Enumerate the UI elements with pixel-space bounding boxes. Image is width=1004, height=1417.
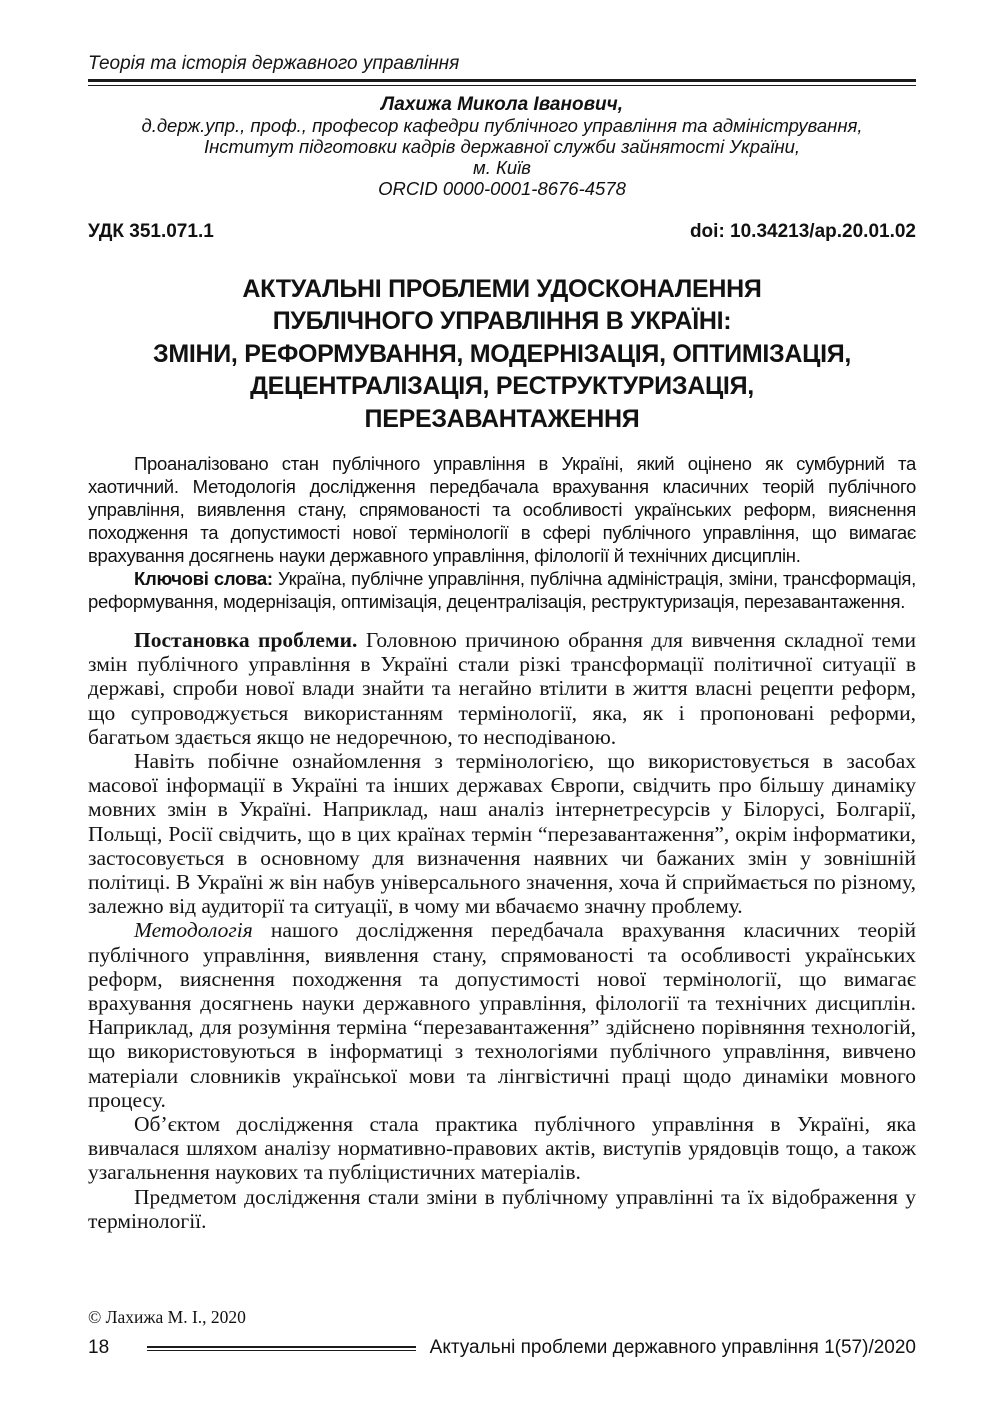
article-title-line: ДЕЦЕНТРАЛІЗАЦІЯ, РЕСТРУКТУРИЗАЦІЯ, [250, 372, 754, 400]
udc-doi-row [88, 221, 916, 243]
udc-code: УДК 351.071.1 [88, 220, 214, 242]
author-block [88, 94, 916, 199]
author-affiliation-line2: Інститут підготовки кадрів державної служби зайнятості України, [203, 135, 801, 157]
author-name: Лахижа Микола Іванович, [380, 93, 624, 115]
paragraph-1-lead: Постановка проблеми. [134, 628, 358, 652]
article-title-line: АКТУАЛЬНІ ПРОБЛЕМИ УДОСКОНАЛЕННЯ [242, 274, 762, 303]
paragraph-1-text: Головною причиною обрання для вивчення складної теми змін публічного управління в Україні стали різкі трансформації політичної ситуації в державі, спроби нової влади знайти та негайно втілити в життя власні рецепти реформ, що супроводжується використанням термінології, яка, як і пропоновані реформи, багатьом здається якщо не недоречною, то несподіваною. [88, 628, 916, 749]
author-affiliation-line1: д.держ.упр., проф., професор кафедри публічного управління та адміністрування, [141, 114, 863, 136]
keywords-paragraph [88, 567, 916, 613]
author-city: м. Київ [473, 156, 531, 178]
body-paragraph-1 [88, 628, 916, 749]
page-number: 18 [88, 1337, 110, 1358]
abstract-block [88, 452, 916, 613]
keywords-label: Ключові слова: [134, 568, 273, 589]
paragraph-3-text: нашого дослідження передбачала врахування класичних теорій публічного управління, виявлення стану, спрямованості та особливості українських реформ, вияснення походження та допустимості нової термінології, що вимагає врахування досягнень науки державного управління, філології та технічних дисциплін. Наприклад, для розуміння терміна “перезавантаження” здійснено порівняння технологій, що використовуються в інформатиці з технологіями публічного управління, вивчено матеріали словників української мови та лінгвістичні праці щодо динаміки мовного процесу. [88, 918, 916, 1112]
paragraph-3-lead: Методологія [134, 918, 253, 943]
running-head: Теорія та історія державного управління [88, 53, 460, 74]
article-title-line: ЗМІНИ, РЕФОРМУВАННЯ, МОДЕРНІЗАЦІЯ, ОПТИМІЗАЦІЯ, [152, 339, 852, 368]
article-title [88, 273, 916, 436]
footer-row [88, 1337, 916, 1359]
body-paragraph-4: Об’єктом дослідження стала практика публічного управління в Україні, яка вивчалася шляхом аналізу нормативно-правових актів, виступів урядовців тощо, а також узагальнення наукових та публіцистичних матеріалів. [88, 1112, 916, 1185]
copyright-notice: © Лахижа М. І., 2020 [88, 1307, 246, 1327]
abstract-text: Проаналізовано стан публічного управління в Україні, який оцінено як сумбурний та хаотичний. Методологія дослідження передбачала врахування класичних теорій публічного управління, виявлення стану, спрямованості та особливості українських реформ, вияснення походження та допустимості нової термінології в сфері публічного управління, що вимагає врахування досягнень науки державного управління, філології й технічних дисциплін. [88, 453, 916, 566]
author-orcid: ORCID 0000-0001-8676-4578 [378, 177, 626, 199]
journal-title-line: Актуальні проблеми державного управління 1(57)/2020 [429, 1337, 916, 1358]
body-paragraph-5: Предметом дослідження стали зміни в публічному управлінні та їх відображення у термінології. [88, 1184, 916, 1233]
header-double-rule [88, 79, 916, 86]
body-paragraph-2: Навіть побічне ознайомлення з термінологією, що використовується в засобах масової інформації в Україні та інших державах Європи, свідчить про більшу динаміку мовних змін в Україні. Наприклад, наш аналіз інтернетресурсів у Білорусі, Болгарії, Польщі, Росії свідчить, що в цих країнах термін “перезавантаження”, окрім інформатики, застосовується в основному для визначення наявних чи бажаних змін у зовнішній політиці. В Україні ж він набув універсального значення, хоча й сприймається по різному, залежно від аудиторії та ситуації, в чому ми вбачаємо значну проблему. [88, 749, 916, 919]
article-body [88, 628, 916, 1233]
footer-double-rule [147, 1346, 416, 1351]
article-title-line: ПУБЛІЧНОГО УПРАВЛІННЯ В УКРАЇНІ: [272, 307, 732, 335]
body-paragraph-3 [88, 918, 916, 1112]
page-footer [88, 1307, 916, 1359]
doi-code: doi: 10.34213/ap.20.01.02 [689, 220, 916, 242]
article-title-line: ПЕРЕЗАВАНТАЖЕННЯ [364, 404, 640, 433]
keywords-text: Україна, публічне управління, публічна адміністрація, зміни, трансформація, реформування, модернізація, оптимізація, децентралізація, реструктуризація, перезавантаження. [88, 568, 916, 612]
page-content [88, 0, 916, 1233]
